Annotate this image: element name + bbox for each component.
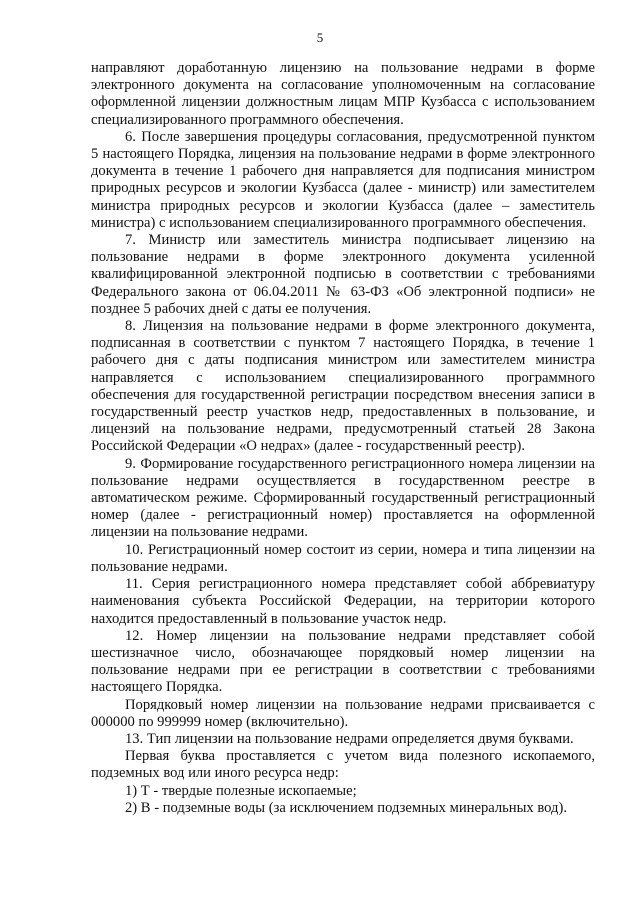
- paragraph-item-10: 10. Регистрационный номер состоит из серии, номера и типа лицензии на пользование недрами.: [91, 541, 595, 575]
- list-item-groundwater: 2) В - подземные воды (за исключением подземных минеральных вод).: [125, 799, 567, 816]
- document-body: [91, 60, 595, 817]
- paragraph-continuation: направляют доработанную лицензию на пользование недрами в форме электронного документа на согласование уполномоченным на согласование оформленной лицензии должностным лицам МПР Кузбасса с использованием специализированного программного обеспечения.: [91, 60, 595, 128]
- paragraph-item-11: 11. Серия регистрационного номера представляет собой аббревиатуру наименования субъекта Российской Федерации, на территории которого находится предоставленный в пользование участок недр.: [91, 576, 595, 627]
- paragraph-first-letter: Первая буква проставляется с учетом вида полезного ископаемого, подземных вод или иного ресурса недр:: [91, 748, 595, 782]
- paragraph-item-12: 12. Номер лицензии на пользование недрами представляет собой шестизначное число, обозначающее порядковый номер лицензии на пользование недрами при ее регистрации в соответствии с требованиями настоящего Порядка.: [91, 627, 595, 696]
- paragraph-item-8: 8. Лицензия на пользование недрами в форме электронного документа, подписанная в соответствии с пунктом 7 настоящего Порядка, в течение 1 рабочего дня с даты подписания министром или заместителем министра направляется с использованием специализированного программного обеспечения для государственной регистрации посредством внесения записи в государственный реестр участков недр, предоставленных в пользование, и лицензий на пользование недрами, предусмотренный статьей 28 Закона Российской Федерации «О недрах» (далее - государственный реестр).: [91, 318, 595, 455]
- list-item-solid-minerals: 1) Т - твердые полезные ископаемые;: [125, 782, 357, 799]
- paragraph-item-6: 6. После завершения процедуры согласования, предусмотренной пунктом 5 настоящего Порядка, лицензия на пользование недрами в форме электронного документа в течение 1 рабочего дня направляется для подписания министром природных ресурсов и экологии Кузбасса (далее - министр) или заместителем министра природных ресурсов и экологии Кузбасса (далее – заместитель министра) с использованием специализированного программного обеспечения.: [91, 128, 595, 231]
- paragraph-item-9: 9. Формирование государственного регистрационного номера лицензии на пользование недрами осуществляется в государственном реестре в автоматическом режиме. Сформированный государственный регистрационный номер (далее - регистрационный номер) проставляется на оформленной лицензии на пользование недрами.: [91, 455, 595, 541]
- paragraph-item-7: 7. Министр или заместитель министра подписывает лицензию на пользование недрами в форме электронного документа усиленной квалифицированной электронной подписью в соответствии с требованиями Федерального закона от 06.04.2011 № 63-ФЗ «Об электронной подписи» не позднее 5 рабочих дней с даты ее получения.: [91, 232, 595, 317]
- paragraph-number-range: Порядковый номер лицензии на пользование недрами присваивается с 000000 по 999999 номер (включительно).: [91, 696, 595, 730]
- paragraph-item-13: 13. Тип лицензии на пользование недрами определяется двумя буквами.: [125, 730, 574, 747]
- page-number: 5: [316, 30, 324, 45]
